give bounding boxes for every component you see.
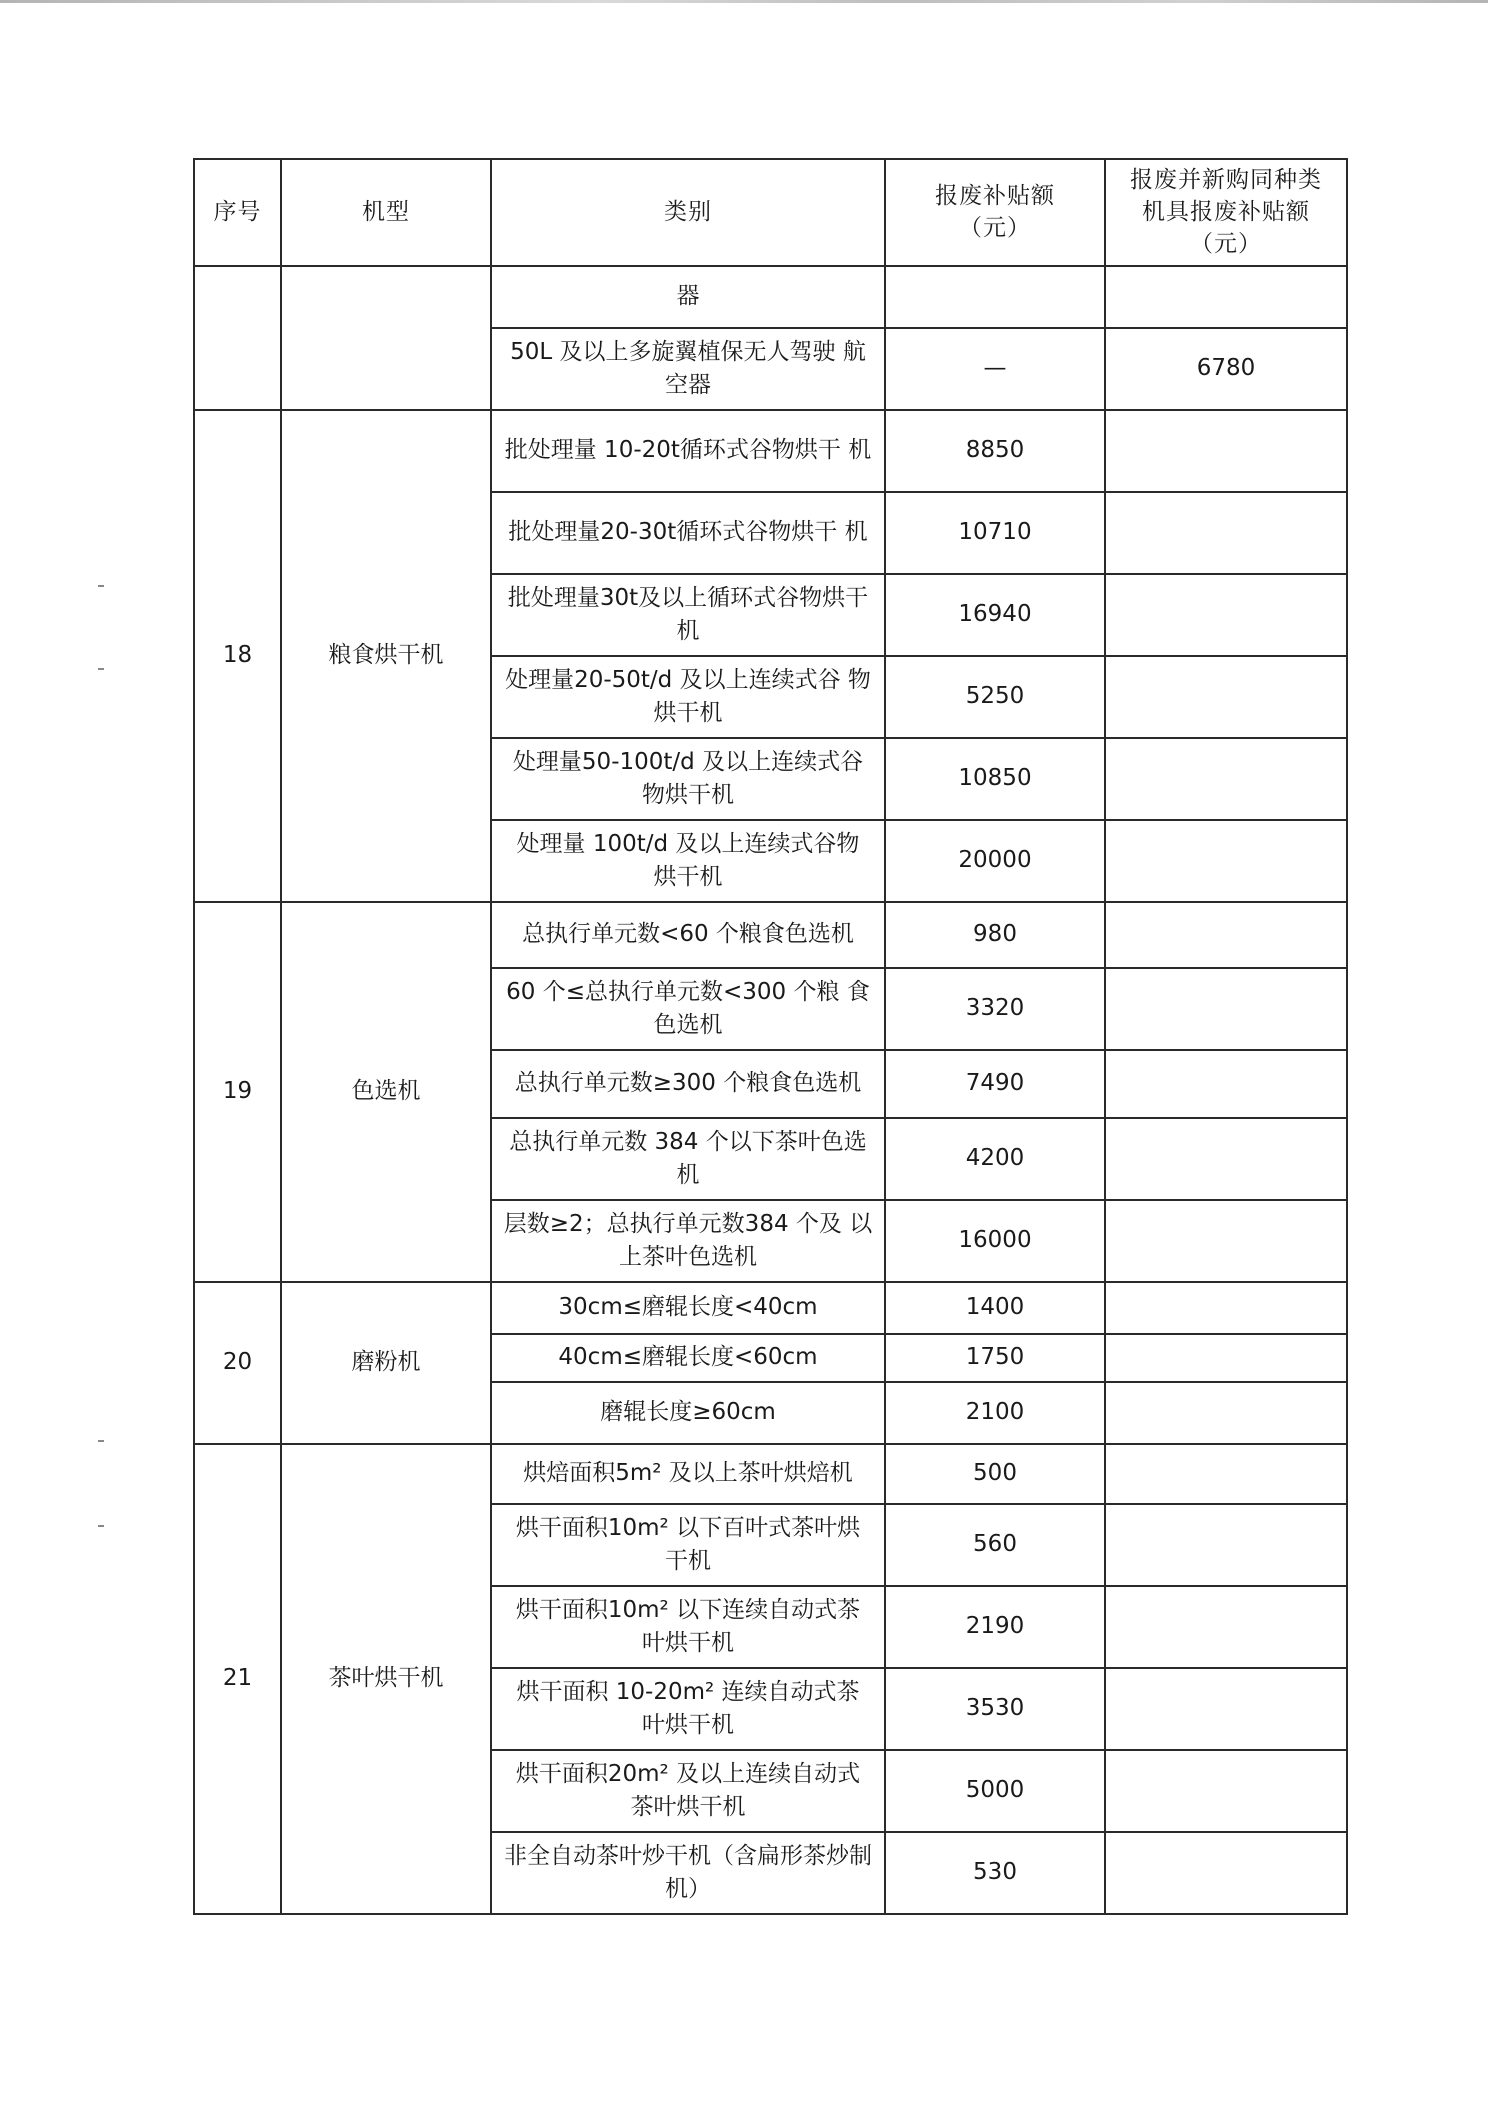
cell-category: 批处理量20-30t循环式谷物烘干 机 [491,492,885,574]
cell-category: 层数≥2；总执行单元数384 个及 以上茶叶色选机 [491,1200,885,1282]
cell-model: 茶叶烘干机 [281,1444,491,1914]
cell-model: 色选机 [281,902,491,1282]
cell-subsidy: 2190 [885,1586,1105,1668]
cell-subsidy-new [1105,1586,1347,1668]
margin-mark [98,585,104,587]
cell-subsidy-new [1105,1382,1347,1444]
cell-category: 50L 及以上多旋翼植保无人驾驶 航空器 [491,328,885,410]
cell-subsidy: 16000 [885,1200,1105,1282]
cell-model: 磨粉机 [281,1282,491,1444]
cell-no [194,266,281,410]
cell-category: 器 [491,266,885,328]
cell-subsidy: — [885,328,1105,410]
cell-subsidy-new [1105,1832,1347,1914]
cell-subsidy: 7490 [885,1050,1105,1118]
cell-subsidy-new [1105,410,1347,492]
cell-subsidy-new [1105,1200,1347,1282]
cell-subsidy: 10710 [885,492,1105,574]
header-model: 机型 [281,159,491,266]
cell-subsidy: 4200 [885,1118,1105,1200]
cell-subsidy: 8850 [885,410,1105,492]
cell-category: 磨辊长度≥60cm [491,1382,885,1444]
cell-category: 60 个≤总执行单元数<300 个粮 食色选机 [491,968,885,1050]
header-subsidy: 报废补贴额（元） [885,159,1105,266]
cell-subsidy-new [1105,1444,1347,1504]
cell-category: 烘干面积20m² 及以上连续自动式 茶叶烘干机 [491,1750,885,1832]
cell-subsidy: 500 [885,1444,1105,1504]
cell-category: 烘干面积10m² 以下百叶式茶叶烘 干机 [491,1504,885,1586]
cell-subsidy-new [1105,1750,1347,1832]
cell-subsidy-new [1105,820,1347,902]
cell-model [281,266,491,410]
cell-subsidy-new [1105,902,1347,968]
cell-category: 烘干面积10m² 以下连续自动式茶 叶烘干机 [491,1586,885,1668]
cell-subsidy-new [1105,1282,1347,1334]
cell-category: 批处理量 10-20t循环式谷物烘干 机 [491,410,885,492]
cell-subsidy-new [1105,492,1347,574]
cell-category: 烘干面积 10-20m² 连续自动式茶 叶烘干机 [491,1668,885,1750]
cell-category: 处理量20-50t/d 及以上连续式谷 物烘干机 [491,656,885,738]
cell-category: 40cm≤磨辊长度<60cm [491,1334,885,1382]
cell-subsidy-new: 6780 [1105,328,1347,410]
cell-subsidy: 1750 [885,1334,1105,1382]
cell-subsidy-new [1105,1118,1347,1200]
table-header-row [194,159,1347,266]
margin-mark [98,668,104,670]
cell-model: 粮食烘干机 [281,410,491,902]
cell-subsidy-new [1105,1504,1347,1586]
cell-category: 处理量 100t/d 及以上连续式谷物 烘干机 [491,820,885,902]
cell-subsidy: 2100 [885,1382,1105,1444]
cell-subsidy: 5250 [885,656,1105,738]
cell-subsidy: 3320 [885,968,1105,1050]
header-category: 类别 [491,159,885,266]
cell-subsidy: 10850 [885,738,1105,820]
cell-subsidy-new [1105,574,1347,656]
table-row [194,1282,1347,1334]
cell-category: 烘焙面积5m² 及以上茶叶烘焙机 [491,1444,885,1504]
cell-subsidy: 3530 [885,1668,1105,1750]
cell-subsidy-new [1105,1668,1347,1750]
cell-category: 总执行单元数≥300 个粮食色选机 [491,1050,885,1118]
margin-mark [98,1525,104,1527]
cell-category: 总执行单元数<60 个粮食色选机 [491,902,885,968]
cell-category: 非全自动茶叶炒干机（含扁形茶炒制机） [491,1832,885,1914]
cell-subsidy: 20000 [885,820,1105,902]
cell-subsidy [885,266,1105,328]
cell-subsidy-new [1105,1050,1347,1118]
cell-subsidy: 560 [885,1504,1105,1586]
cell-category: 总执行单元数 384 个以下茶叶色选机 [491,1118,885,1200]
scan-edge-line [0,0,1488,3]
cell-category: 30cm≤磨辊长度<40cm [491,1282,885,1334]
margin-mark [98,1440,104,1442]
table-row [194,902,1347,968]
cell-subsidy-new [1105,656,1347,738]
cell-subsidy-new [1105,738,1347,820]
cell-subsidy: 16940 [885,574,1105,656]
cell-category: 批处理量30t及以上循环式谷物烘干机 [491,574,885,656]
cell-subsidy: 980 [885,902,1105,968]
cell-subsidy-new [1105,968,1347,1050]
header-no: 序号 [194,159,281,266]
table-row [194,1444,1347,1504]
table-row [194,410,1347,492]
cell-subsidy: 1400 [885,1282,1105,1334]
cell-category: 处理量50-100t/d 及以上连续式谷 物烘干机 [491,738,885,820]
cell-no: 19 [194,902,281,1282]
subsidy-table [193,158,1348,1915]
table-row [194,266,1347,328]
cell-subsidy: 530 [885,1832,1105,1914]
cell-no: 18 [194,410,281,902]
cell-no: 21 [194,1444,281,1914]
cell-no: 20 [194,1282,281,1444]
cell-subsidy-new [1105,266,1347,328]
cell-subsidy-new [1105,1334,1347,1382]
cell-subsidy: 5000 [885,1750,1105,1832]
header-subsidy-new: 报废并新购同种类机具报废补贴额（元） [1105,159,1347,266]
